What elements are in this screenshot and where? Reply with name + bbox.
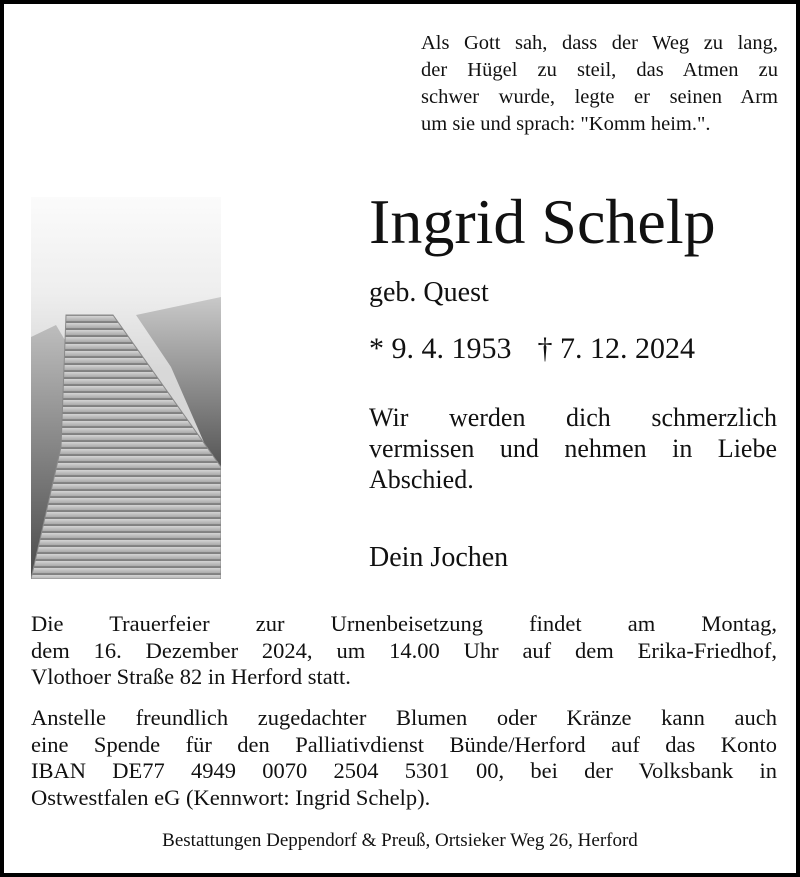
- boardwalk-path-icon: [31, 197, 221, 579]
- farewell-line: Wir werden dich schmerzlich: [369, 403, 777, 432]
- donation-line: IBAN DE77 4949 0070 2504 5301 00, bei der Volksbank in: [31, 758, 777, 783]
- ceremony-line: Vlothoer Straße 82 in Herford statt.: [31, 664, 351, 689]
- deceased-name: Ingrid Schelp: [369, 186, 716, 257]
- donation-line: Ostwestfalen eG (Kennwort: Ingrid Schelp).: [31, 784, 431, 810]
- donation-line: Anstelle freundlich zugedachter Blumen oder Kränze kann auch: [31, 705, 777, 730]
- farewell-line: vermissen und nehmen in Liebe: [369, 434, 777, 463]
- maiden-name: geb. Quest: [369, 277, 489, 308]
- funeral-home-footer: Bestattungen Deppendorf & Preuß, Ortsieker Weg 26, Herford: [162, 830, 638, 851]
- donation-line: eine Spende für den Palliativdienst Bünde/Herford auf das Konto: [31, 731, 777, 757]
- ceremony-line: Die Trauerfeier zur Urnenbeisetzung findet am Montag,: [31, 611, 777, 636]
- poem-line: Als Gott sah, dass der Weg zu lang,: [421, 32, 778, 54]
- life-dates: [369, 330, 695, 368]
- death-date: † 7. 12. 2024: [537, 332, 695, 365]
- signer: Dein Jochen: [369, 542, 509, 573]
- poem-line: um sie und sprach: "Komm heim.".: [421, 113, 711, 135]
- birth-date: * 9. 4. 1953: [369, 332, 512, 365]
- ceremony-line: dem 16. Dezember 2024, um 14.00 Uhr auf dem Erika-Friedhof,: [31, 637, 777, 663]
- farewell-text: [369, 402, 777, 495]
- donation-paragraph: [31, 705, 777, 811]
- poem: [421, 30, 778, 138]
- farewell-line: Abschied.: [369, 465, 474, 494]
- poem-line: schwer wurde, legte er seinen Arm: [421, 86, 778, 108]
- poem-line: der Hügel zu steil, das Atmen zu: [421, 59, 778, 81]
- ceremony-paragraph: [31, 611, 777, 691]
